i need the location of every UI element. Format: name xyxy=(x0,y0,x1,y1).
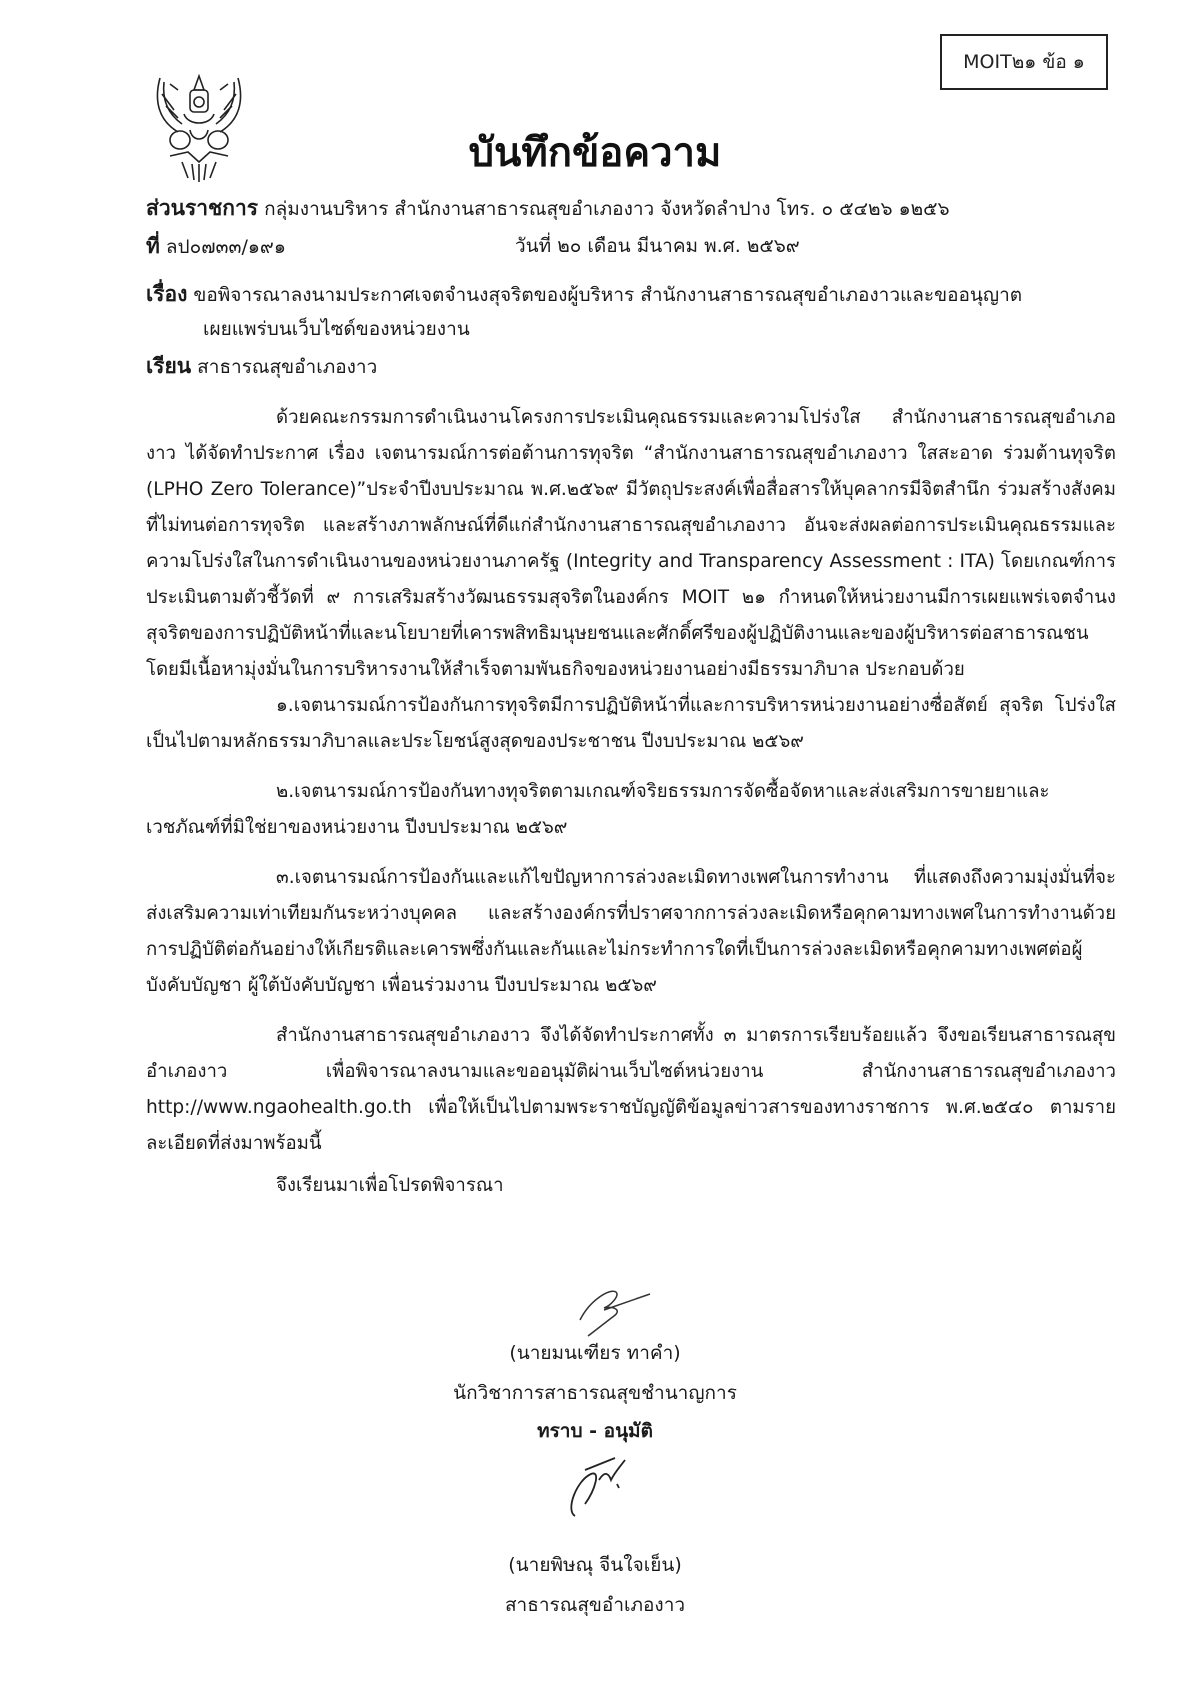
moit-reference-text: MOIT๒๑ ข้อ ๑ xyxy=(963,51,1085,73)
subject-value-line1: ขอพิจารณาลงนามประกาศเจตจำนงสุจริตของผู้บริหาร สำนักงานสาธารณสุขอำเภองาวและขออนุญาต xyxy=(193,284,1023,306)
memo-body xyxy=(146,400,1116,1204)
intro-paragraph: ด้วยคณะกรรมการดำเนินงานโครงการประเมินคุณธรรมและความโปร่งใส สำนักงานสาธารณสุขอำเภองาว ได้จัดทำประกาศ เรื่อง เจตนารมณ์การต่อต้านการทุจริต “สำนักงานสาธารณสุขอำเภองาว ใสสะอาด ร่วมต้านทุจริต (LPHO Zero Tolerance)”ประจำปีงบประมาณ พ.ศ.๒๕๖๙ มีวัตถุประสงค์เพื่อสื่อสารให้บุคลากรมีจิตสำนึก ร่วมสร้างสังคมที่ไม่ทนต่อการทุจริต และสร้างภาพลักษณ์ที่ดีแก่สำนักงานสาธารณสุขอำเภองาว อันจะส่งผลต่อการประเมินคุณธรรมและความโปร่งใสในการดำเนินงานของหน่วยงานภาครัฐ (Integrity and Transparency Assessment : ITA) โดยเกณฑ์การประเมินตามตัวชี้วัดที่ ๙ การเสริมสร้างวัฒนธรรมสุจริตในองค์กร MOIT ๒๑ กำหนดให้หน่วยงานมีการเผยแพร่เจตจำนงสุจริตของการปฏิบัติหน้าที่และนโยบายที่เคารพสิทธิมนุษยชนและศักดิ์ศรีของผู้ปฏิบัติงานและของผู้บริหารต่อสาธารณชน โดยมีเนื้อหามุ่งมั่นในการบริหารงานให้สำเร็จตามพันธกิจของหน่วยงานอย่างมีธรรมาภิบาล ประกอบด้วย xyxy=(146,407,1116,680)
signer-2-position: สาธารณสุขอำเภองาว xyxy=(504,1594,686,1616)
reference-line xyxy=(146,228,286,265)
subject-value-line2: เผยแพร่บนเว็บไซด์ของหน่วยงาน xyxy=(203,318,470,340)
reference-label: ที่ xyxy=(146,234,160,258)
item-2: ๒.เจตนารมณ์การป้องกันทางทุจริตตามเกณฑ์จริยธรรมการจัดซื้อจัดหาและส่งเสริมการขายยาและเวชภัณฑ์ที่มิใช่ยาของหน่วยงาน ปีงบประมาณ ๒๕๖๙ xyxy=(146,781,1050,838)
agency-label: ส่วนราชการ xyxy=(146,196,259,220)
addressee-label: เรียน xyxy=(146,354,192,378)
date-value: ๒๐ เดือน มีนาคม พ.ศ. ๒๕๖๙ xyxy=(557,235,800,257)
moit-reference-box xyxy=(940,34,1108,90)
closing-paragraph: สำนักงานสาธารณสุขอำเภองาว จึงได้จัดทำประกาศทั้ง ๓ มาตรการเรียบร้อยแล้ว จึงขอเรียนสาธารณสุขอำเภองาว เพื่อพิจารณาลงนามและขออนุมัติผ่านเว็บไซต์หน่วยงาน สำนักงานสาธารณสุขอำเภองาว http://www.ngaohealth.go.th เพื่อให้เป็นไปตามพระราชบัญญัติข้อมูลข่าวสารของทางราชการ พ.ศ.๒๕๔๐ ตามรายละเอียดที่ส่งมาพร้อมนี้ xyxy=(146,1025,1116,1154)
reference-value: ลป๐๗๓๓/๑๙๑ xyxy=(165,236,286,258)
request-line: จึงเรียนมาเพื่อโปรดพิจารณา xyxy=(276,1175,504,1196)
signer-1-name: (นายมนเฑียร ทาคำ) xyxy=(509,1342,681,1364)
subject-line xyxy=(146,276,1022,313)
date-line xyxy=(515,228,800,264)
subject-label: เรื่อง xyxy=(146,282,188,306)
item-1: ๑.เจตนารมณ์การป้องกันการทุจริตมีการปฏิบัติหน้าที่และการบริหารหน่วยงานอย่างซื่อสัตย์ สุจริต โปร่งใส เป็นไปตามหลักธรรมาภิบาลและประโยชน์สูงสุดของประชาชน ปีงบประมาณ ๒๕๖๙ xyxy=(146,695,1116,752)
date-label: วันที่ xyxy=(515,235,552,257)
signature-2-icon xyxy=(555,1450,635,1520)
approval-text: ทราบ - อนุมัติ xyxy=(537,1420,653,1442)
signature-1-icon xyxy=(570,1280,660,1340)
agency-value: กลุ่มงานบริหาร สำนักงานสาธารณสุขอำเภองาว จังหวัดลำปาง โทร. ๐ ๕๔๒๖ ๑๒๕๖ xyxy=(264,198,950,220)
agency-line xyxy=(146,190,950,227)
signer-1-position: นักวิชาการสาธารณสุขชำนาญการ xyxy=(453,1382,737,1404)
addressee-value: สาธารณสุขอำเภองาว xyxy=(197,356,378,378)
addressee-line xyxy=(146,348,377,385)
item-3: ๓.เจตนารมณ์การป้องกันและแก้ไขปัญหาการล่วงละเมิดทางเพศในการทำงาน ที่แสดงถึงความมุ่งมั่นที่จะส่งเสริมความเท่าเทียมกันระหว่างบุคคล และสร้างองค์กรที่ปราศจากการล่วงละเมิดหรือคุกคามทางเพศในการทำงานด้วยการปฏิบัติต่อกันอย่างให้เกียรติและเคารพซึ่งกันและกันและไม่กระทำการใดที่เป็นการล่วงละเมิดหรือคุกคามทางเพศต่อผู้บังคับบัญชา ผู้ใต้บังคับบัญชา เพื่อนร่วมงาน ปีงบประมาณ ๒๕๖๙ xyxy=(146,867,1116,996)
signer-2-name: (นายพิษณุ จีนใจเย็น) xyxy=(508,1554,682,1576)
memo-title: บันทึกข้อความ xyxy=(468,130,722,176)
